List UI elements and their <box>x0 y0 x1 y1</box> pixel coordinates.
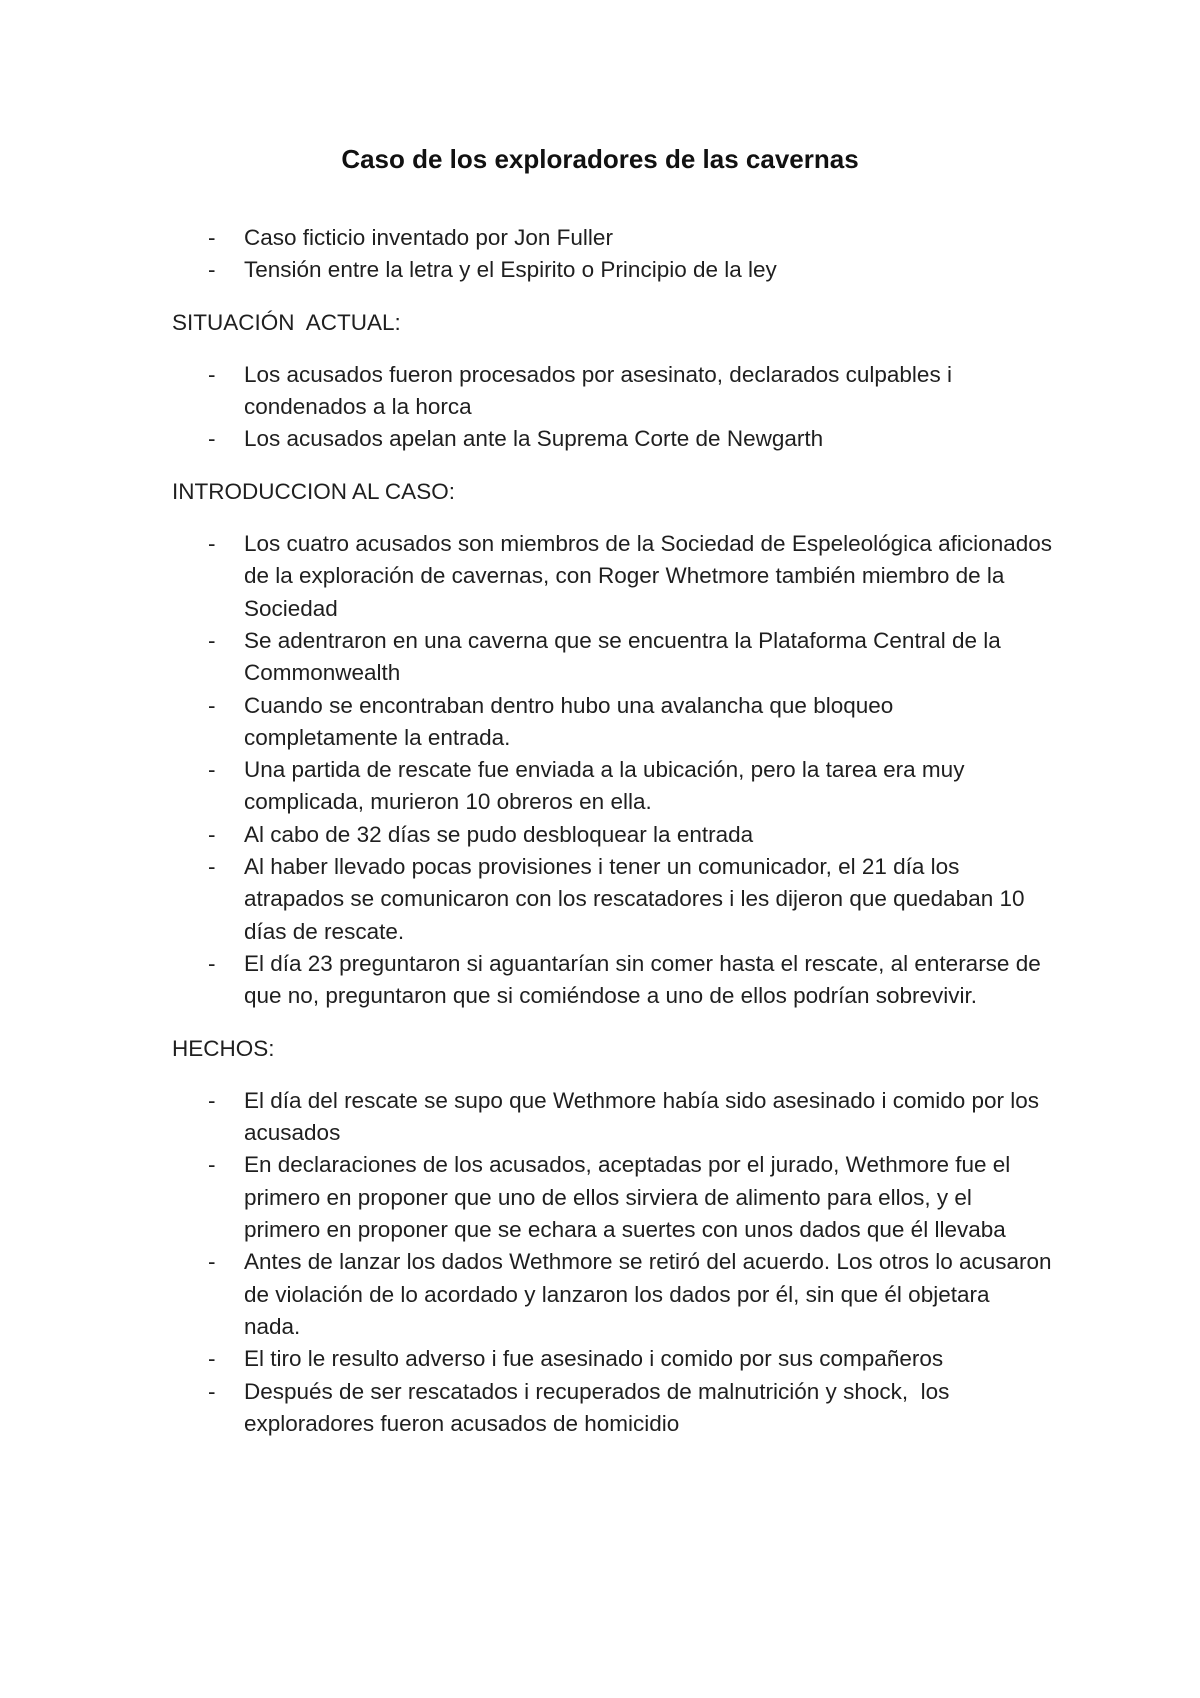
list-item <box>172 1376 1052 1441</box>
list-item-text: El día del rescate se supo que Wethmore había sido asesinado i comido por los acusados <box>244 1087 1040 1146</box>
list-item <box>172 1246 1052 1343</box>
list-item <box>172 528 1052 625</box>
dash-bullet: - <box>208 821 216 847</box>
list-item <box>172 851 1052 948</box>
list-item-text: El tiro le resulto adverso i fue asesinado i comido por sus compañeros <box>244 1346 944 1372</box>
list-item <box>172 1085 1052 1150</box>
list-item-text: Los acusados fueron procesados por asesinato, declarados culpables i condenados a la horca <box>244 361 952 420</box>
list-item-text: El día 23 preguntaron si aguantarían sin comer hasta el rescate, al enterarse de que no, preguntaron que si comiéndose a uno de ellos podrían sobrevivir. <box>244 950 1041 1009</box>
list-item <box>172 254 1052 286</box>
dash-bullet: - <box>208 225 216 250</box>
dash-bullet: - <box>208 1152 216 1178</box>
list-item-text: Una partida de rescate fue enviada a la ubicación, pero la tarea era muy complicada, murieron 10 obreros en ella. <box>244 757 965 815</box>
list-item <box>172 690 1052 755</box>
dash-bullet: - <box>208 1346 216 1372</box>
dash-bullet: - <box>208 531 216 557</box>
dash-bullet: - <box>208 1378 216 1404</box>
list-item <box>172 819 1052 851</box>
list-item-text: Al cabo de 32 días se pudo desbloquear la entrada <box>244 821 754 847</box>
hechos-list <box>172 1085 1052 1440</box>
introduccion-list <box>172 528 1052 1012</box>
list-item <box>172 359 1052 424</box>
dash-bullet: - <box>208 757 216 783</box>
dash-bullet: - <box>208 627 216 653</box>
list-item-text: Se adentraron en una caverna que se encuentra la Plataforma Central de la Commonwealth <box>244 627 1001 686</box>
section-heading-hechos: HECHOS: <box>172 1035 275 1061</box>
list-item <box>172 625 1052 690</box>
list-item <box>172 222 1052 254</box>
dash-bullet: - <box>208 1087 216 1113</box>
intro-list <box>172 222 1052 287</box>
dash-bullet: - <box>208 426 216 452</box>
list-item-text: Tensión entre la letra y el Espirito o Principio de la ley <box>244 257 777 283</box>
list-item-text: Los acusados apelan ante la Suprema Corte de Newgarth <box>244 426 824 452</box>
section-heading-situacion: SITUACIÓN ACTUAL: <box>172 309 401 335</box>
dash-bullet: - <box>208 361 216 387</box>
list-item <box>172 423 1052 455</box>
list-item <box>172 1343 1052 1375</box>
dash-bullet: - <box>208 1249 216 1275</box>
list-item-text: Al haber llevado pocas provisiones i tener un comunicador, el 21 día los atrapados se comunicaron con los rescatadores i les dijeron que quedaban 10 días de rescate. <box>244 854 1025 944</box>
list-item <box>172 754 1052 819</box>
situacion-list <box>172 359 1052 456</box>
dash-bullet: - <box>208 692 216 718</box>
list-item-text: En declaraciones de los acusados, aceptadas por el jurado, Wethmore fue el primero en proponer que uno de ellos sirviera de alimento para ellos, y el primero en proponer que se echara a suertes con unos dados que él llevaba <box>244 1152 1011 1243</box>
list-item-text: Cuando se encontraban dentro hubo una avalancha que bloqueo completamente la entrada. <box>244 692 894 750</box>
document-body <box>172 222 1052 1440</box>
list-item-text: Después de ser rescatados i recuperados de malnutrición y shock, los exploradores fueron acusados de homicidio <box>244 1378 956 1436</box>
list-item <box>172 948 1052 1013</box>
dash-bullet: - <box>208 950 216 976</box>
list-item-text: Caso ficticio inventado por Jon Fuller <box>244 225 613 250</box>
list-item-text: Los cuatro acusados son miembros de la Sociedad de Espeleológica aficionados de la exploración de cavernas, con Roger Whetmore también miembro de la Sociedad <box>244 531 1053 621</box>
dash-bullet: - <box>208 257 216 283</box>
section-heading-introduccion: INTRODUCCION AL CASO: <box>172 478 455 504</box>
document-title: Caso de los exploradores de las cavernas <box>341 144 859 174</box>
list-item <box>172 1149 1052 1246</box>
dash-bullet: - <box>208 854 216 880</box>
list-item-text: Antes de lanzar los dados Wethmore se retiró del acuerdo. Los otros lo acusaron de violación de lo acordado y lanzaron los dados por él, sin que él objetara nada. <box>244 1249 1052 1339</box>
